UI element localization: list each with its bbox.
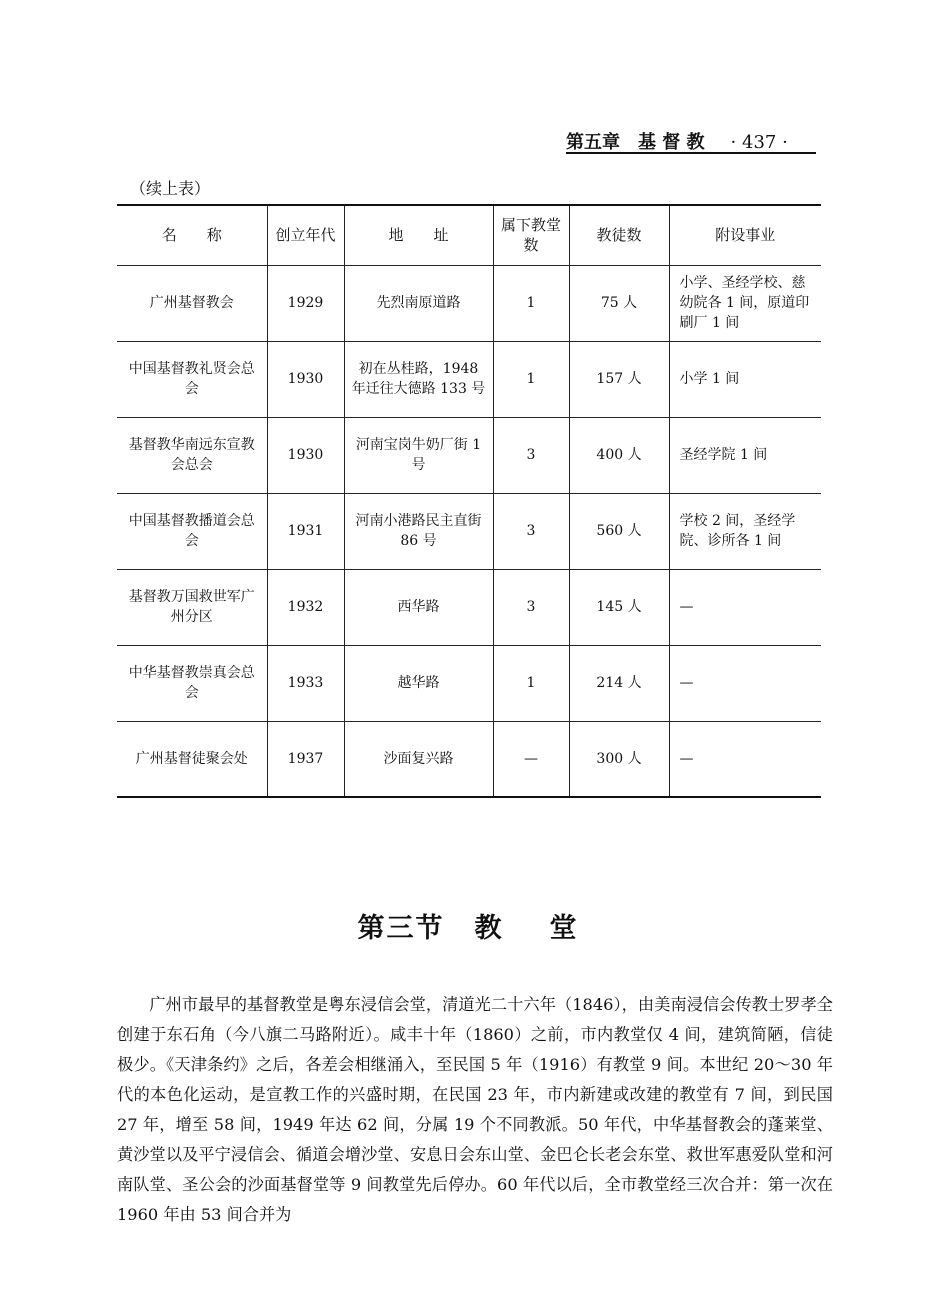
cell-name: 基督教华南远东宣教会总会: [117, 417, 267, 493]
cell-members: 157 人: [569, 341, 669, 417]
cell-members: 75 人: [569, 265, 669, 341]
cell-churches: 1: [493, 341, 569, 417]
section-title: [0, 906, 936, 945]
cell-churches: 3: [493, 417, 569, 493]
cell-affiliated: 学校 2 间，圣经学院、诊所各 1 间: [669, 493, 821, 569]
table-row: [117, 645, 821, 721]
cell-address: 越华路: [344, 645, 493, 721]
cell-affiliated: —: [669, 721, 821, 797]
col-header-affiliated: 附设事业: [669, 205, 821, 265]
table-row: [117, 569, 821, 645]
table-header-row: [117, 205, 821, 265]
cell-churches: 1: [493, 265, 569, 341]
table-row: [117, 265, 821, 341]
table-caption: （续上表）: [130, 179, 211, 198]
cell-members: 145 人: [569, 569, 669, 645]
cell-affiliated: —: [669, 645, 821, 721]
header-rule: [566, 152, 816, 154]
cell-members: 214 人: [569, 645, 669, 721]
cell-members: 300 人: [569, 721, 669, 797]
table-row: [117, 721, 821, 797]
col-header-address: 地 址: [344, 205, 493, 265]
col-header-name: 名 称: [117, 205, 267, 265]
cell-churches: 3: [493, 569, 569, 645]
col-header-members: 教徒数: [569, 205, 669, 265]
cell-address: 沙面复兴路: [344, 721, 493, 797]
col-header-churches: 属下教堂数: [493, 205, 569, 265]
cell-name: 基督教万国救世军广州分区: [117, 569, 267, 645]
cell-affiliated: —: [669, 569, 821, 645]
chapter-label: 第五章: [566, 132, 620, 153]
cell-churches: 1: [493, 645, 569, 721]
cell-name: 广州基督教会: [117, 265, 267, 341]
page-number: · 437 ·: [730, 132, 788, 153]
cell-address: 初在丛桂路，1948 年迁往大德路 133 号: [344, 341, 493, 417]
cell-year: 1929: [267, 265, 344, 341]
table-row: [117, 493, 821, 569]
cell-name: 中国基督教播道会总会: [117, 493, 267, 569]
cell-address: 西华路: [344, 569, 493, 645]
cell-affiliated: 小学 1 间: [669, 341, 821, 417]
cell-address: 先烈南原道路: [344, 265, 493, 341]
cell-name: 中国基督教礼贤会总会: [117, 341, 267, 417]
cell-affiliated: 圣经学院 1 间: [669, 417, 821, 493]
cell-name: 中华基督教崇真会总会: [117, 645, 267, 721]
cell-year: 1931: [267, 493, 344, 569]
chapter-title: 基 督 教: [638, 132, 705, 153]
cell-year: 1937: [267, 721, 344, 797]
cell-address: 河南宝岗牛奶厂街 1 号: [344, 417, 493, 493]
cell-address: 河南小港路民主直街 86 号: [344, 493, 493, 569]
cell-members: 400 人: [569, 417, 669, 493]
table-row: [117, 341, 821, 417]
col-header-year: 创立年代: [267, 205, 344, 265]
cell-members: 560 人: [569, 493, 669, 569]
section-title-char-2: 堂: [549, 913, 579, 944]
cell-year: 1930: [267, 341, 344, 417]
cell-churches: —: [493, 721, 569, 797]
cell-name: 广州基督徒聚会处: [117, 721, 267, 797]
cell-affiliated: 小学、圣经学校、慈幼院各 1 间，原道印刷厂 1 间: [669, 265, 821, 341]
section-title-char-1: 教: [474, 913, 504, 944]
cell-year: 1932: [267, 569, 344, 645]
church-table: [117, 204, 821, 798]
cell-churches: 3: [493, 493, 569, 569]
table-row: [117, 417, 821, 493]
cell-year: 1930: [267, 417, 344, 493]
section-number: 第三节: [357, 913, 445, 944]
running-header: [566, 128, 816, 154]
cell-year: 1933: [267, 645, 344, 721]
body-paragraph: 广州市最早的基督教堂是粤东浸信会堂，清道光二十六年（1846），由美南浸信会传教士罗孝全创建于东石角（今八旗二马路附近）。咸丰十年（1860）之前，市内教堂仅 4 间，建筑简陋，信徒极少。《天津条约》之后，各差会相继涌入，至民国 5 年（1916）有教堂 9 间。本世纪 20～30 年代的本色化运动，是宣教工作的兴盛时期，在民国 23 年，市内新建或改建的教堂有 7 间，到民国 27 年，增至 58 间，1949 年达 62 间，分属 19 个不同教派。50 年代，中华基督教会的蓬莱堂、黄沙堂以及平宁浸信会、循道会增沙堂、安息日会东山堂、金巴仑长老会东堂、救世军惠爱队堂和河南队堂、圣公会的沙面基督堂等 9 间教堂先后停办。60 年代以后，全市教堂经三次合并：第一次在 1960 年由 53 间合并为: [117, 995, 833, 1224]
